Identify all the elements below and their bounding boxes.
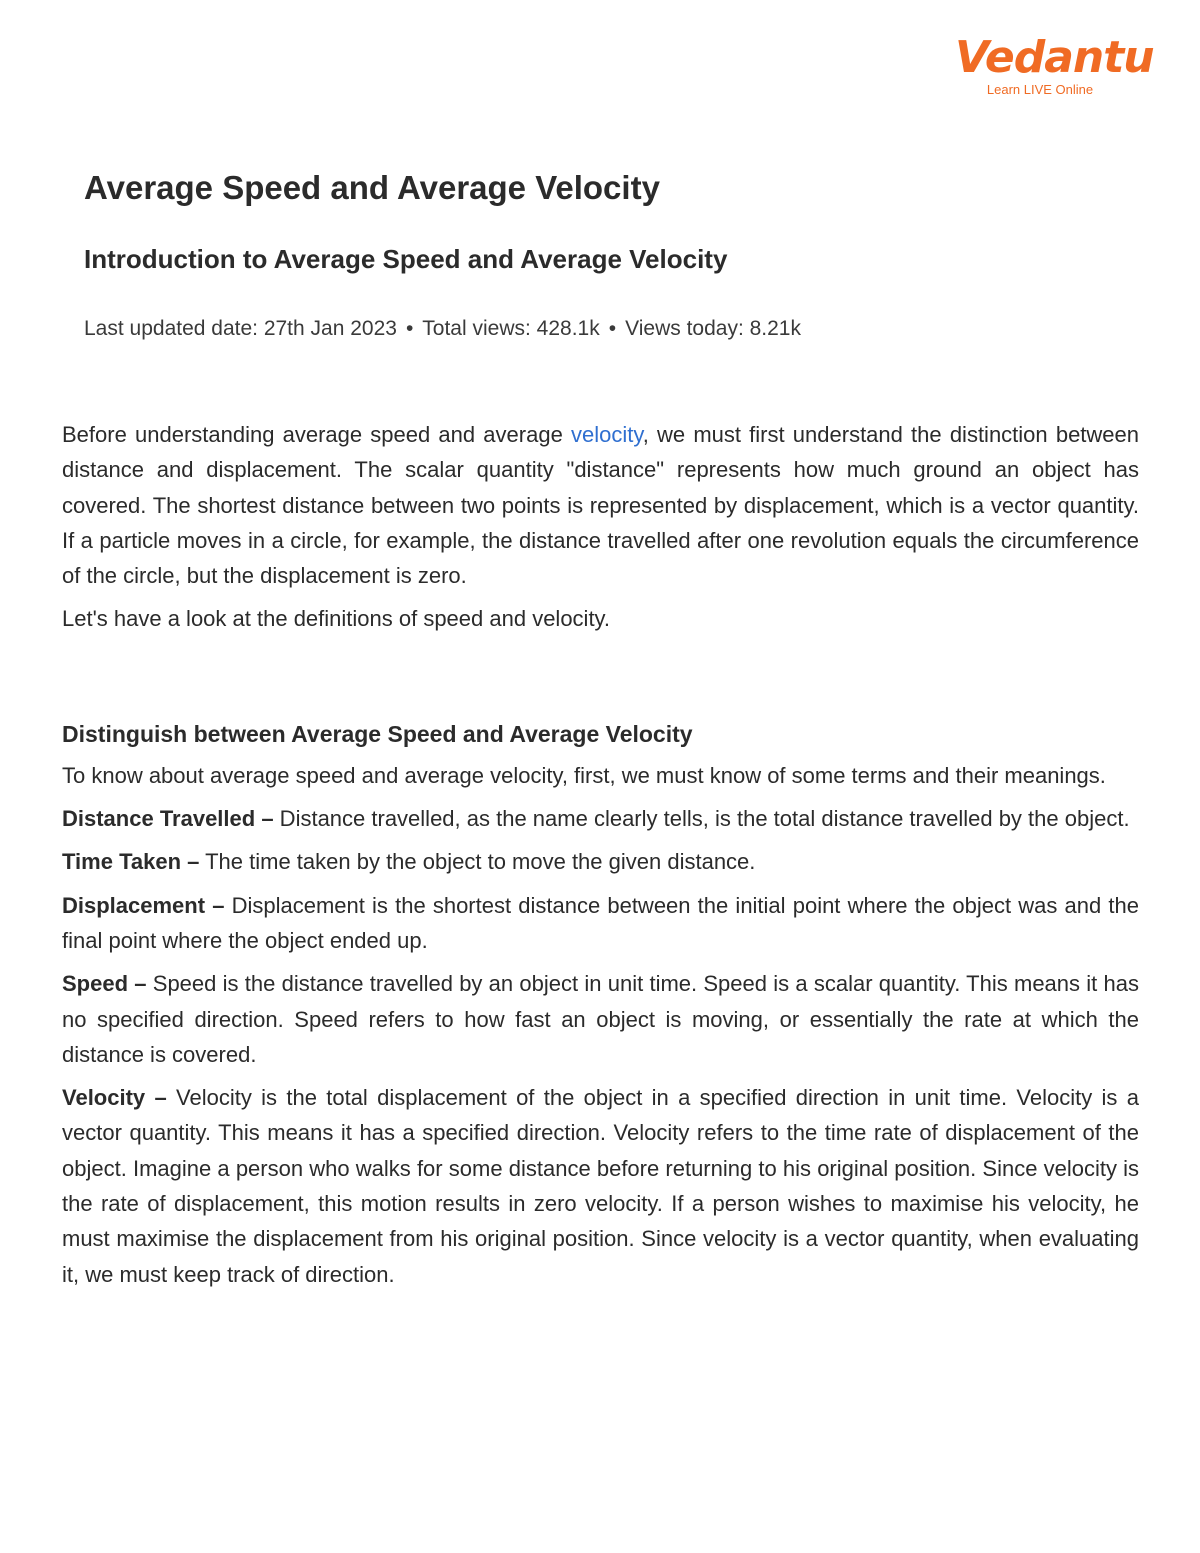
- definition-velocity: [62, 1080, 1139, 1292]
- velocity-link[interactable]: velocity: [571, 422, 643, 447]
- definition-displacement: [62, 888, 1139, 959]
- views-today: Views today: 8.21k: [625, 317, 801, 340]
- intro-paragraph-2: Let's have a look at the definitions of speed and velocity.: [62, 606, 611, 632]
- logo-tagline: Learn LIVE Online: [986, 82, 1094, 97]
- page-title: Average Speed and Average Velocity: [84, 169, 660, 206]
- section-lead: To know about average speed and average velocity, first, we must know of some terms and their meanings.: [62, 762, 1106, 788]
- logo-wordmark: Vedantu: [955, 32, 1154, 83]
- article-header: [84, 166, 1084, 343]
- vedantu-logo[interactable]: [955, 30, 1154, 98]
- definition-text: Velocity is the total displacement of the object in a specified direction in unit time. Velocity is a vector quantity. This means it has a specified direction. Velocity refers to the time rate of displacement of the object. Imagine a person who walks for some distance before returning to his original position. Since velocity is the rate of displacement, this motion results in zero velocity. If a person wishes to maximise his velocity, he must maximise the displacement from his original position. Since velocity is a vector quantity, when evaluating it, we must keep track of direction.: [62, 1085, 1139, 1287]
- last-updated: Last updated date: 27th Jan 2023: [84, 317, 397, 340]
- definition-text: The time taken by the object to move the given distance.: [199, 849, 756, 875]
- total-views: Total views: 428.1k: [422, 317, 600, 340]
- section-heading: Distinguish between Average Speed and Average Velocity: [62, 720, 693, 747]
- definition-text: Distance travelled, as the name clearly tells, is the total distance travelled by the object.: [273, 806, 1130, 832]
- meta-separator: •: [405, 317, 414, 340]
- article-body: [62, 417, 1139, 1300]
- definition-text: Speed is the distance travelled by an object in unit time. Speed is a scalar quantity. This means it has no specified direction. Speed refers to how fast an object is moving, or essentially the rate at which the distance is covered.: [62, 971, 1140, 1067]
- definition-speed: [62, 966, 1139, 1072]
- definition-distance-travelled: [62, 801, 1139, 836]
- article-meta: [84, 315, 1084, 343]
- definition-term: Time Taken –: [62, 849, 200, 875]
- meta-separator: •: [608, 317, 617, 340]
- definition-term: Distance Travelled –: [62, 806, 274, 832]
- definition-term: Displacement –: [62, 892, 225, 918]
- page-subtitle: Introduction to Average Speed and Average Velocity: [84, 244, 728, 274]
- definition-text: Displacement is the shortest distance between the initial point where the object was and the final point where the object ended up.: [62, 892, 1139, 953]
- definition-time-taken: [62, 844, 1139, 879]
- definition-term: Velocity –: [62, 1085, 167, 1111]
- definition-term: Speed –: [62, 971, 147, 997]
- intro-paragraph: Before understanding average speed and average velocity, we must first understand the distinction between distance and displacement. The scalar quantity "distance" represents how much ground an object has covered. The shortest distance between two points is represented by displacement, which is a vector quantity. If a particle moves in a circle, for example, the distance travelled after one revolution equals the circumference of the circle, but the displacement is zero.: [62, 422, 1140, 589]
